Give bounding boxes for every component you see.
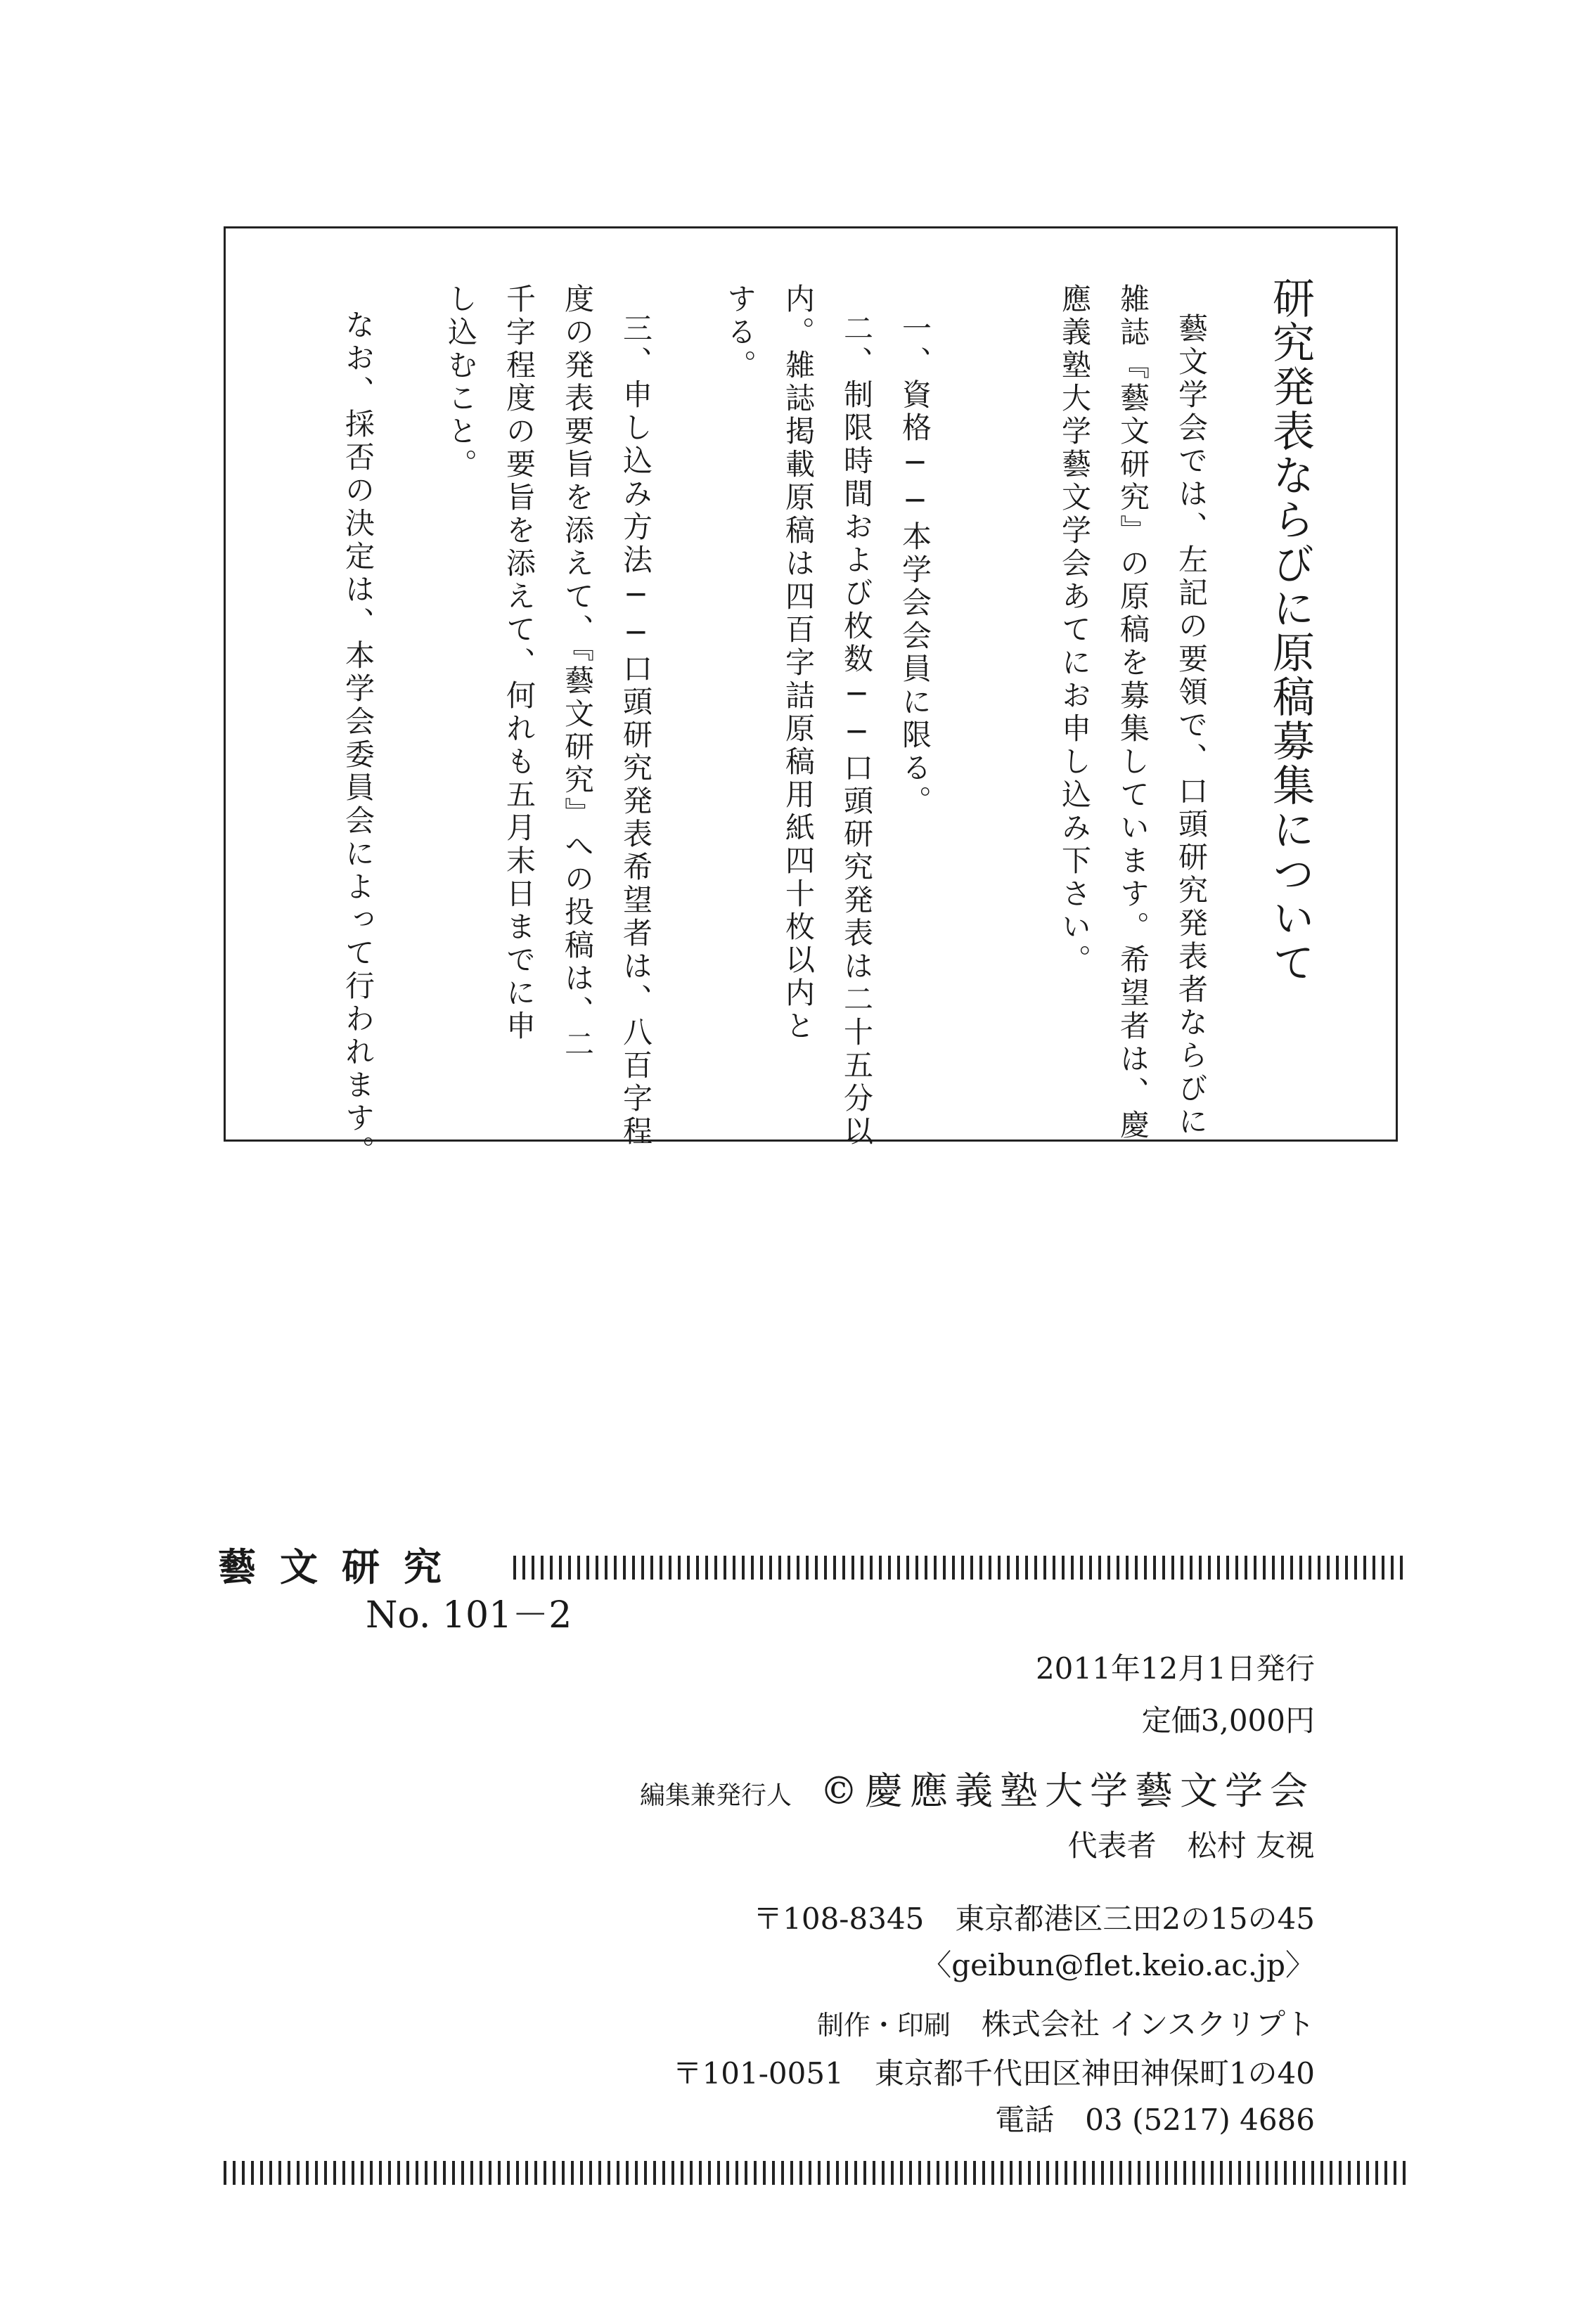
notice-item-application-cont: 千字程度の要旨を添えて、何れも五月末日までに申 — [502, 283, 536, 1043]
recruitment-notice-box — [224, 226, 1398, 1168]
printer-address: 東京都千代田区神田神保町1の40 — [874, 2056, 1315, 2091]
phone-line — [995, 2102, 1315, 2138]
notice-closing: なお、採否の決定は、本学会委員会によって行われます。 — [341, 309, 375, 1168]
notice-intro-line: 應義塾大学藝文学会あてにお申し込み下さい。 — [1058, 283, 1092, 977]
representative-name: 松村 友視 — [1187, 1828, 1315, 1863]
publisher-address-line — [753, 1901, 1315, 1937]
notice-item-time-limit-cont: 内。雑誌掲載原稿は四百字詰原稿用紙四十枚以内と — [781, 283, 816, 1043]
representative-line — [1068, 1828, 1315, 1864]
printer-address-line — [673, 2055, 1315, 2092]
printer-postal-code: 〒101-0051 — [672, 2056, 844, 2091]
issue-number: No. 101－2 — [366, 1594, 572, 1637]
representative-label: 代表者 — [1067, 1828, 1157, 1863]
postal-code: 〒108-8345 — [753, 1902, 925, 1936]
phone-number: 03 (5217) 4686 — [1085, 2103, 1315, 2137]
bottom-rule — [224, 2161, 1406, 2185]
journal-title: 藝文研究 — [218, 1545, 465, 1589]
address: 東京都港区三田2の15の45 — [955, 1902, 1315, 1936]
price: 定価3,000円 — [1141, 1703, 1315, 1738]
notice-item-qualification: 一、資格──本学会会員に限る。 — [898, 313, 932, 818]
printer-label: 制作・印刷 — [816, 2010, 951, 2041]
notice-title: 研究発表ならびに原稿募集について — [1266, 276, 1315, 985]
notice-item-application: 三、申し込み方法──口頭研究発表希望者は、八百字程 — [619, 313, 653, 1149]
journal-masthead — [218, 1547, 1406, 1589]
notice-item-application-cont: 度の発表要旨を添えて、『藝文研究』への投稿は、二 — [560, 283, 595, 1061]
notice-item-application-cont: し込むこと。 — [444, 283, 478, 482]
email: 〈geibun@flet.keio.ac.jp〉 — [922, 1948, 1315, 1982]
publisher-line — [640, 1769, 1315, 1819]
publisher-name: ©慶應義塾大学藝文学会 — [820, 1769, 1315, 1813]
notice-intro-line: 藝文学会では、左記の要領で、口頭研究発表者ならびに — [1174, 313, 1209, 1139]
phone-label: 電話 — [995, 2103, 1055, 2137]
masthead-rule — [513, 1556, 1406, 1580]
notice-item-time-limit: 二、制限時間および枚数──口頭研究発表は二十五分以 — [840, 313, 874, 1149]
publisher-label: 編集兼発行人 — [639, 1781, 792, 1810]
printer-name: 株式会社 インスクリプト — [981, 2007, 1315, 2041]
notice-item-time-limit-cont: する。 — [723, 283, 757, 382]
printer-line — [817, 2006, 1315, 2044]
issue-date: 2011年12月1日発行 — [1035, 1651, 1315, 1686]
notice-intro-line: 雑誌『藝文研究』の原稿を募集しています。希望者は、慶 — [1116, 283, 1150, 1142]
